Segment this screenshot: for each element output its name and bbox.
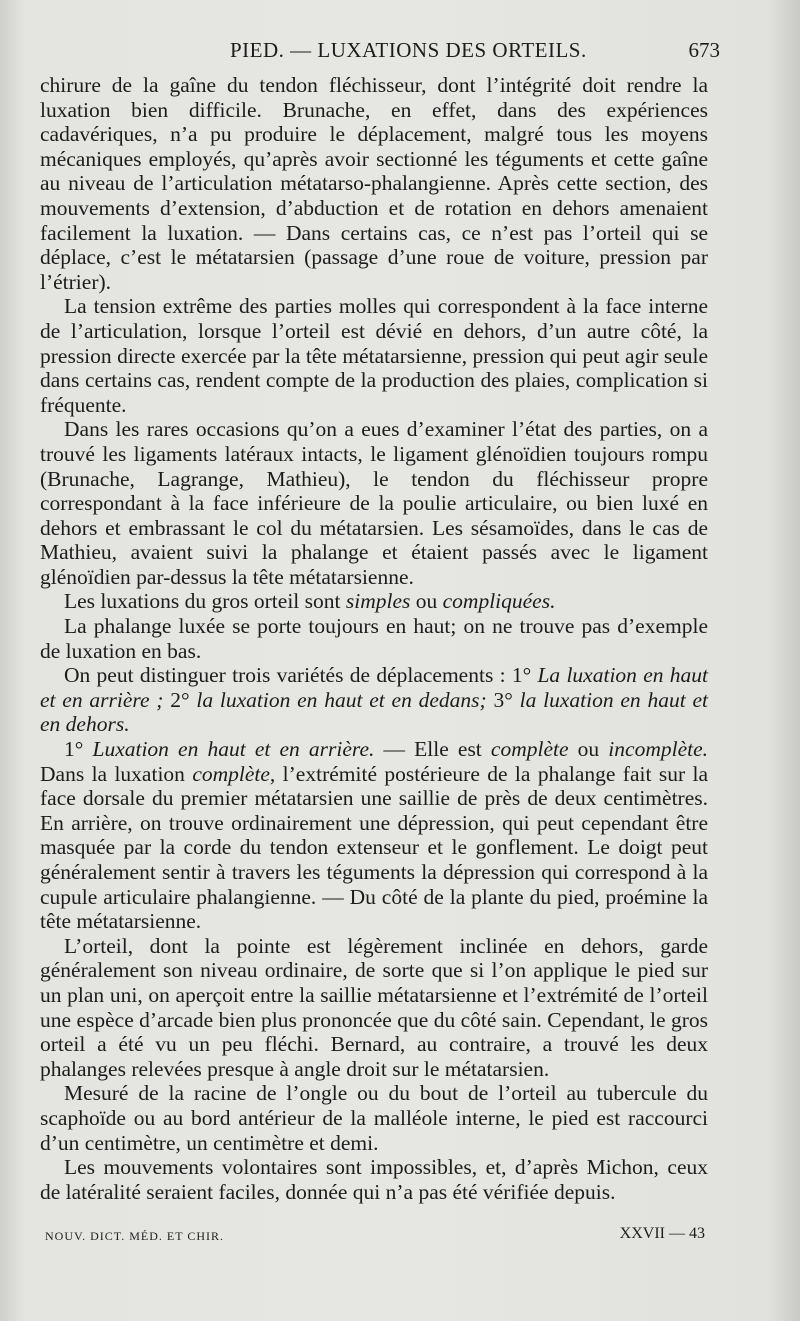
text-run: Les luxations du gros orteil sont [64,589,346,614]
page-number: 673 [688,38,720,62]
paragraph [40,737,708,934]
footer-signature: NOUV. DICT. MÉD. ET CHIR. [45,1229,225,1243]
paragraph [40,589,708,614]
text-run: ou [410,589,443,614]
text-run: Mesuré de la racine de l’ongle ou du bout de l’orteil au tubercule du scaphoïde ou au bord antérieur de la malléole interne, le pied est raccourci d’un centimètre, un centimètre et demi. [40,1081,708,1155]
text-run: On peut distinguer trois variétés de déplacements : 1° [64,663,538,688]
paragraph [40,73,708,294]
text-run: Les mouvements volontaires sont impossibles, et, d’après Michon, ceux de latéralité seraient faciles, donnée qui n’a pas été vérifiée depuis. [40,1155,708,1204]
page-footer [45,1225,705,1247]
page-header [40,38,720,68]
text-run: chirure de la gaîne du tendon fléchisseur, dont l’intégrité doit rendre la luxation bien difficile. Brunache, en effet, dans des expériences cadavériques, n’a pu produire le déplacement, malgré tous les moyens mécaniques employés, qu’après avoir sectionné les téguments et cette gaîne au niveau de l’articulation métatarso-phalangienne. Après cette section, des mouvements d’extension, d’abduction et de rotation en dehors amenaient facilement la luxation. — Dans certains cas, ce n’est pas l’orteil qui se déplace, c’est le métatarsien (passage d’une roue de voiture, pression par l’étrier). [40,73,708,294]
paragraph [40,934,708,1082]
paragraph [40,1155,708,1204]
paragraph [40,417,708,589]
italic-text: la luxation en haut et en dehors. [40,687,708,737]
italic-text: La luxation en haut et en arrière ; [40,663,708,712]
footer-volume-sheet: XXVII — 43 [619,1225,705,1242]
paragraph [40,1081,708,1155]
running-title: PIED. — LUXATIONS DES ORTEILS. [230,38,587,62]
text-run: Dans la luxation [40,761,193,786]
italic-text: Luxation en haut et en arrière. [92,737,375,762]
italic-text: incomplète. [608,737,708,762]
text-run: ou [568,737,609,762]
italic-text: simples [345,589,411,614]
body-text [40,73,708,1204]
paragraph [40,663,708,737]
text-run: La phalange luxée se porte toujours en haut; on ne trouve pas d’exemple de luxation en bas. [40,614,708,663]
text-run: La tension extrême des parties molles qui correspondent à la face interne de l’articulation, lorsque l’orteil est dévié en dehors, d’un autre côté, la pression directe exercée par la tête métatarsienne, pression qui peut agir seule dans certains cas, rendent compte de la production des plaies, complication si fréquente. [40,294,708,417]
text-run: 3° [486,687,520,712]
italic-text: complète, [192,761,276,786]
text-run: — Elle est [374,737,491,762]
text-run: 2° [163,687,197,712]
text-run: Dans les rares occasions qu’on a eues d’examiner l’état des parties, on a trouvé les ligaments latéraux intacts, le ligament glénoïdien toujours rompu (Brunache, Lagrange, Mathieu), le tendon du fléchisseur propre correspondant à la face inférieure de la poulie articulaire, ou bien luxé en dehors et embrassant le col du métatarsien. Les sésamoïdes, dans le cas de Mathieu, avaient suivi la phalange et étaient passés avec le ligament glénoïdien par-dessus la tête métatarsienne. [40,417,708,589]
italic-text: compliquées. [442,589,556,614]
paragraph [40,614,708,663]
text-run: l’extrémité postérieure de la phalange fait sur la face dorsale du premier métatarsien une saillie de près de deux centimètres. En arrière, on trouve ordinairement une dépression, qui peut cependant être masquée par la corde du tendon extenseur et le gonflement. Le doigt peut généralement sentir à travers les téguments la dépression qui correspond à la cupule articulaire phalangienne. — Du côté de la plante du pied, proémine la tête métatarsienne. [40,761,708,934]
paragraph [40,294,708,417]
text-run: L’orteil, dont la pointe est légèrement inclinée en dehors, garde généralement son niveau ordinaire, de sorte que si l’on applique le pied sur un plan uni, on aperçoit entre la saillie métatarsienne et l’extrémité de l’orteil une espèce d’arcade bien plus prononcée que du côté sain. Cependant, le gros orteil a été vu un peu fléchi. Bernard, au contraire, a trouvé les deux phalanges relevées presque à angle droit sur le métatarsien. [40,933,708,1081]
italic-text: la luxation en haut et en dedans; [196,687,487,712]
text-run: 1° [64,737,93,762]
italic-text: complète [490,737,569,762]
